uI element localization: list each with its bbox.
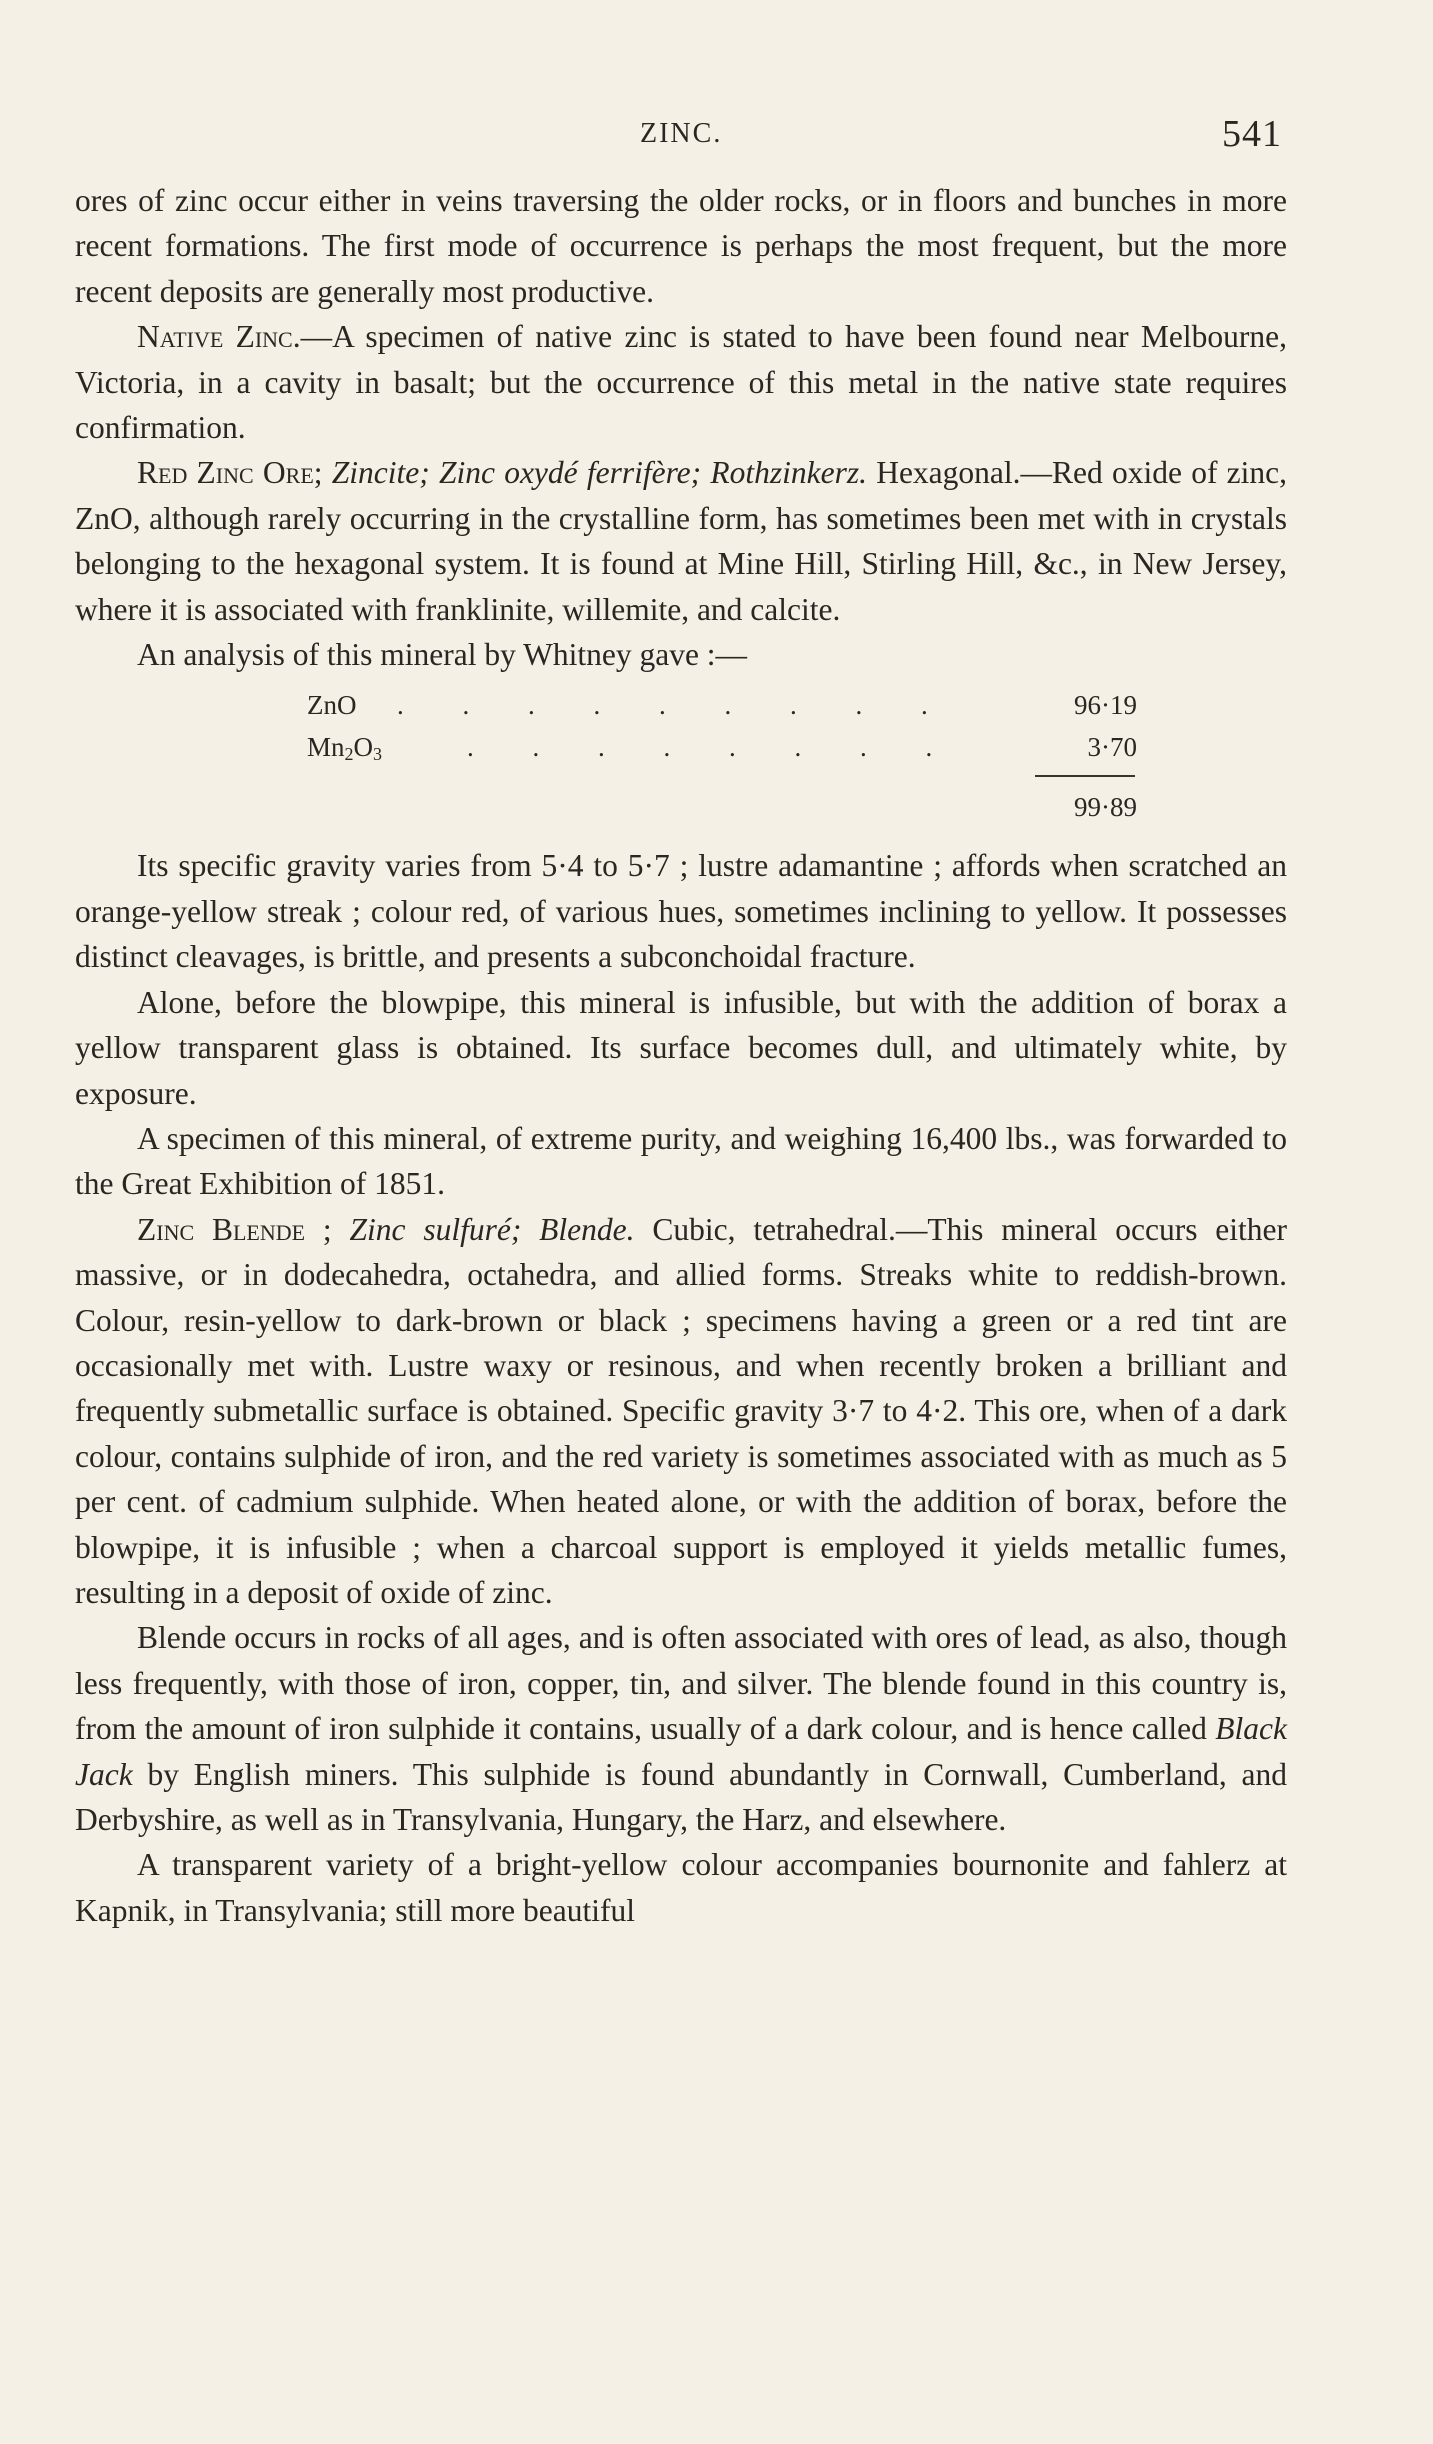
blende-occurrence-text-end: by English miners. This sulphide is found abundantly in Cornwall, Cumberland, and Derbyshire, as well as in Transylvania, Hungary, the Harz, and elsewhere. <box>75 1756 1287 1837</box>
paragraph-zinc-blende <box>75 1207 1287 1616</box>
value-zno: 96·19 <box>1074 690 1137 721</box>
synonyms-red-zinc-ore: Zincite; Zinc oxydé ferrifère; Rothzinkerz. <box>331 455 867 491</box>
paragraph-specimen: A specimen of this mineral, of extreme purity, and weighing 16,400 lbs., was forwarded to the Great Exhibition of 1851. <box>75 1120 1287 1202</box>
zinc-blende-text: Cubic, tetrahedral.—This mineral occurs either massive, or in dodecahedra, octahedra, and allied forms. Streaks white to reddish-brown. Colour, resin-yellow to dark-brown or black ; specimens having a green or a red tint are occasionally met with. Lustre waxy or resinous, and when recently broken a brilliant and frequently submetallic surface is obtained. Specific gravity 3·7 to 4·2. This ore, when of a dark colour, contains sulphide of iron, and the red variety is sometimes associated with as much as 5 per cent. of cadmium sulphide. When heated alone, or with the addition of borax, before the blowpipe, it is infusible ; when a charcoal support is employed it yields metallic fumes, resulting in a deposit of oxide of zinc. <box>75 1211 1288 1610</box>
separator: ; <box>305 1211 350 1247</box>
native-zinc-text: —A specimen of native zinc is stated to have been found near Melbourne, Victoria, in a cavity in basalt; but the occurrence of this metal in the native state requires confirmation. <box>75 319 1287 446</box>
paragraph-ores: ores of zinc occur either in veins traversing the older rocks, or in floors and bunches in more recent formations. The first mode of occurrence is perhaps the most frequent, but the more recent deposits are generally most productive. <box>75 183 1287 309</box>
body-text <box>75 178 1287 1933</box>
paragraph-blowpipe: Alone, before the blowpipe, this mineral is infusible, but with the addition of borax a yellow transparent glass is obtained. Its surface becomes dull, and ultimately white, by exposure. <box>75 984 1287 1111</box>
page-number: 541 <box>1222 113 1282 155</box>
separator: ; <box>313 455 332 491</box>
section-head-red-zinc-ore: Red Zinc Ore <box>137 455 314 491</box>
black-jack-term: Black Jack <box>75 1711 1287 1792</box>
value-mn2o3: 3·70 <box>1087 732 1137 763</box>
sum-rule <box>1035 775 1135 777</box>
blende-occurrence-text: Blende occurs in rocks of all ages, and is often associated with ores of lead, as also, though less frequently, with those of iron, copper, tin, and silver. The blende found in this country is, from the amount of iron sulphide it contains, usually of a dark colour, and is hence called <box>75 1620 1287 1747</box>
analysis-table <box>75 679 1287 843</box>
section-head-zinc-blende: Zinc Blende <box>137 1211 306 1247</box>
formula-part: O <box>353 732 374 763</box>
paragraph-transparent-variety: A transparent variety of a bright-yellow colour accompanies bournonite and fahlerz at Kapnik, in Transylvania; still more beautiful <box>75 1847 1287 1928</box>
analysis-row-mn2o3 <box>307 725 1137 765</box>
analysis-total: 99·89 <box>1074 792 1137 823</box>
paragraph-blende-occurrence <box>75 1615 1287 1842</box>
formula-subscript: 2 <box>344 744 354 765</box>
leader-dots: . . . . . . . . . <box>397 690 954 721</box>
formula-subscript: 3 <box>373 744 383 765</box>
paragraph-native-zinc <box>75 314 1287 450</box>
red-zinc-ore-text: Hexagonal.—Red oxide of zinc, ZnO, although rarely occurring in the crystalline form, has sometimes been met with in crystals belonging to the hexagonal system. It is found at Mine Hill, Stirling Hill, &c., in New Jersey, where it is associated with franklinite, willemite, and calcite. <box>75 455 1287 627</box>
synonyms-zinc-blende: Zinc sulfuré; Blende. <box>349 1211 635 1247</box>
paragraph-specific-gravity: Its specific gravity varies from 5·4 to 5·7 ; lustre adamantine ; affords when scratched an orange-yellow streak ; colour red, of various hues, sometimes inclining to yellow. It possesses distinct cleavages, is brittle, and presents a subconchoidal fracture. <box>75 848 1287 975</box>
leader-dots: . . . . . . . . <box>467 732 959 763</box>
formula-mn2o3 <box>307 725 382 777</box>
running-head <box>0 108 1433 158</box>
section-head-native-zinc: Native Zinc. <box>137 319 301 355</box>
running-title: ZINC. <box>640 118 723 149</box>
formula-zno: ZnO <box>307 690 357 721</box>
formula-part: Mn <box>307 732 345 763</box>
paragraph-analysis-intro: An analysis of this mineral by Whitney gave :— <box>137 637 748 673</box>
paragraph-red-zinc-ore <box>75 450 1287 632</box>
